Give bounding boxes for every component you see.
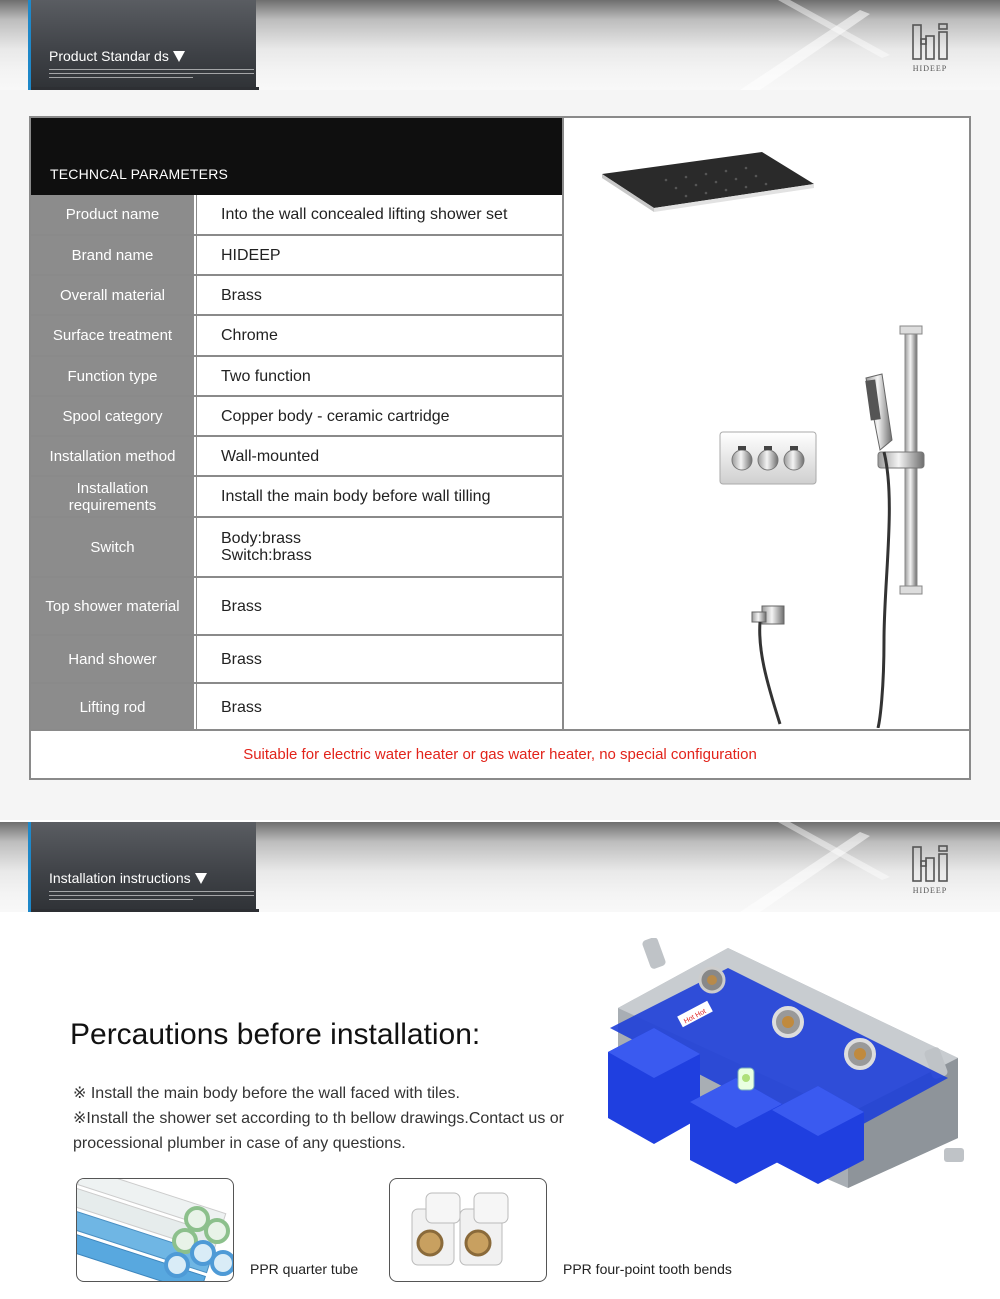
row-value: Brass	[196, 578, 562, 634]
rain-shower-head-icon	[602, 152, 814, 212]
spec-table	[31, 195, 562, 730]
switch-switch-value: Switch:brass	[221, 547, 312, 564]
hideep-logo	[904, 22, 956, 78]
triangle-down-icon	[195, 873, 207, 884]
row-key: Function type	[31, 357, 196, 395]
hideep-logo	[904, 844, 956, 900]
ppr-elbow-icon	[390, 1179, 547, 1282]
table-row	[31, 518, 562, 578]
shower-set-illustration	[566, 120, 968, 728]
table-row	[31, 236, 562, 276]
banner-fine-print	[49, 69, 254, 81]
hot-label: Hot Hot	[683, 1008, 708, 1026]
product-standards-banner	[0, 0, 1000, 90]
banner-fine-print	[49, 891, 254, 903]
ppr-tube-icon	[77, 1179, 234, 1282]
hi-logo-icon	[910, 22, 950, 62]
hose-icon	[878, 452, 889, 728]
row-value: HIDEEP	[196, 236, 562, 274]
table-row	[31, 195, 562, 236]
row-value: Brass	[196, 684, 562, 730]
row-key: Surface treatment	[31, 316, 196, 355]
row-value	[196, 518, 562, 576]
row-key: Hand shower	[31, 636, 196, 682]
switch-body-value: Body:brass	[221, 530, 302, 547]
installation-title: Percautions before installation:	[70, 1018, 481, 1051]
row-key: Installation method	[31, 437, 196, 475]
row-value: Brass	[196, 276, 562, 314]
ppr-bends-label: PPR four-point tooth bends	[563, 1261, 732, 1277]
row-value: Install the main body before wall tilling	[196, 477, 562, 516]
installation-banner	[0, 822, 1000, 912]
table-row	[31, 316, 562, 357]
table-row	[31, 684, 562, 730]
hand-shower-icon	[865, 374, 892, 450]
row-value: Copper body - ceramic cartridge	[196, 397, 562, 435]
row-key: Spool category	[31, 397, 196, 435]
banner-title: Product Standar ds	[49, 48, 185, 64]
banner-label-box	[28, 822, 256, 912]
row-key: Lifting rod	[31, 684, 196, 730]
triangle-down-icon	[173, 51, 185, 62]
table-row	[31, 437, 562, 477]
row-value: Brass	[196, 636, 562, 682]
row-key: Installation requirements	[31, 477, 196, 516]
ppr-bends-thumbnail	[389, 1178, 547, 1282]
row-key: Top shower material	[31, 578, 196, 634]
instruction-line: ※ Install the main body before the wall faced with tiles.	[73, 1085, 460, 1102]
banner-title: Installation instructions	[49, 870, 207, 886]
table-row	[31, 477, 562, 518]
row-key: Product name	[31, 195, 196, 234]
row-key: Overall material	[31, 276, 196, 314]
ppr-tube-label: PPR quarter tube	[250, 1261, 359, 1277]
row-value: Wall-mounted	[196, 437, 562, 475]
concealed-valve-box-illustration	[598, 938, 978, 1188]
compatibility-note: Suitable for electric water heater or gas water heater, no special configuration	[243, 746, 757, 763]
row-value: Into the wall concealed lifting shower set	[196, 195, 562, 234]
table-row	[31, 636, 562, 684]
logo-brand-text: HIDEEP	[912, 886, 948, 895]
ppr-tube-thumbnail	[76, 1178, 234, 1282]
hi-logo-icon	[910, 844, 950, 884]
tech-params-title: TECHNCAL PARAMETERS	[50, 166, 229, 182]
instruction-line: ※Install the shower set according to th bellow drawings.Contact us or processional plumber in case of any questions.	[73, 1110, 564, 1152]
thermostatic-valve-panel-icon	[720, 432, 816, 484]
logo-brand-text: HIDEEP	[912, 64, 948, 73]
row-key: Switch	[31, 518, 196, 576]
row-value: Two function	[196, 357, 562, 395]
row-value: Chrome	[196, 316, 562, 355]
table-row	[31, 578, 562, 636]
tech-params-header	[31, 118, 562, 195]
row-key: Brand name	[31, 236, 196, 274]
table-row	[31, 357, 562, 397]
table-row	[31, 276, 562, 316]
installation-instructions	[73, 1081, 593, 1156]
wall-outlet-icon	[752, 606, 784, 724]
table-row	[31, 397, 562, 437]
spec-divider	[562, 118, 564, 730]
banner-label-box	[28, 0, 256, 90]
